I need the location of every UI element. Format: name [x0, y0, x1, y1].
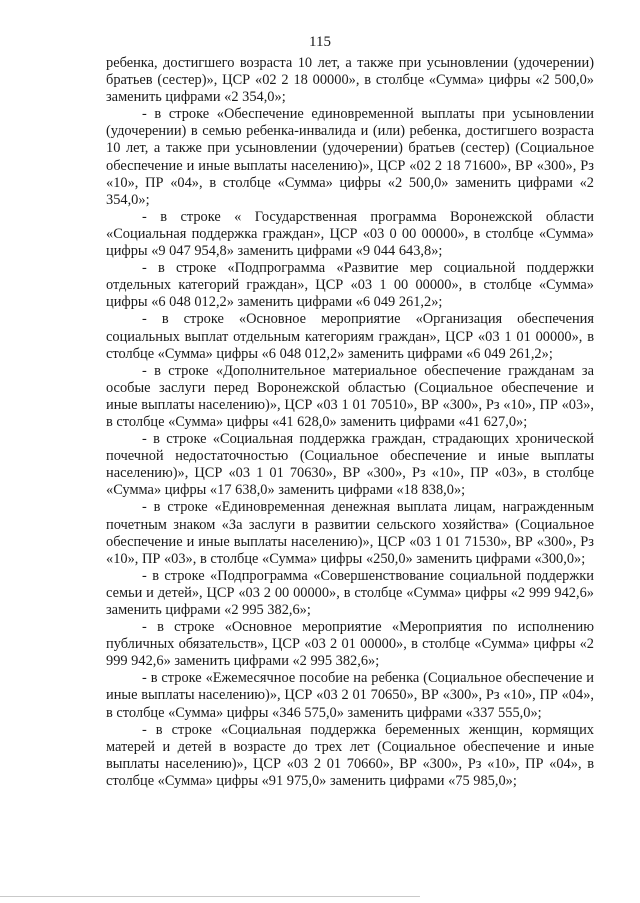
- paragraph: - в строке «Основное мероприятие «Организация обеспечения социальных выплат отдельным категориям граждан», ЦСР «03 1 01 00000», в столбце «Сумма» цифры «6 048 012,2» заменить цифрами «6 049 261,2»;: [106, 311, 594, 362]
- paragraph: - в строке «Дополнительное материальное обеспечение гражданам за особые заслуги перед Воронежской областью (Социальное обеспечение и иные выплаты населению)», ЦСР «03 1 01 70510», ВР «300», Рз «10», ПР «03», в столбце «Сумма» цифры «41 628,0» заменить цифрами «41 627,0»;: [106, 362, 594, 430]
- paragraph: ребенка, достигшего возраста 10 лет, а также при усыновлении (удочерении) братьев (сестер)», ЦСР «02 2 18 00000», в столбце «Сумма» цифры «2 500,0» заменить цифрами «2 354,0»;: [106, 55, 594, 106]
- paragraph: - в строке «Основное мероприятие «Мероприятия по исполнению публичных обязательств», ЦСР «03 2 01 00000», в столбце «Сумма» цифры «2 999 942,6» заменить цифрами «2 995 382,6»;: [106, 619, 594, 670]
- page-bottom-rule: [0, 896, 420, 897]
- paragraph: - в строке «Социальная поддержка граждан, страдающих хронической почечной недостаточностью (Социальное обеспечение и иные выплаты населению)», ЦСР «03 1 01 70630», ВР «300», Рз «10», ПР «03», в столбце «Сумма» цифры «17 638,0» заменить цифрами «18 838,0»;: [106, 431, 594, 499]
- document-body: [106, 55, 594, 790]
- page-number: 115: [309, 34, 331, 50]
- paragraph: - в строке «Социальная поддержка беременных женщин, кормящих матерей и детей в возрасте до трех лет (Социальное обеспечение и иные выплаты населению)», ЦСР «03 2 01 70660», ВР «300», Рз «10», ПР «04», в столбце «Сумма» цифры «91 975,0» заменить цифрами «75 985,0»;: [106, 721, 594, 789]
- paragraph: - в строке «Единовременная денежная выплата лицам, награжденным почетным знаком «За заслуги в развитии сельского хозяйства» (Социальное обеспечение и иные выплаты населению)», ЦСР «03 1 01 71530», ВР «300», Рз «10», ПР «03», в столбце «Сумма» цифры «250,0» заменить цифрами «300,0»;: [106, 499, 594, 567]
- paragraph: - в строке «Подпрограмма «Развитие мер социальной поддержки отдельных категорий граждан», ЦСР «03 1 00 00000», в столбце «Сумма» цифры «6 048 012,2» заменить цифрами «6 049 261,2»;: [106, 260, 594, 311]
- paragraph: - в строке « Государственная программа Воронежской области «Социальная поддержка граждан», ЦСР «03 0 00 00000», в столбце «Сумма» цифры «9 047 954,8» заменить цифрами «9 044 643,8»;: [106, 208, 594, 260]
- paragraph: - в строке «Подпрограмма «Совершенствование социальной поддержки семьи и детей», ЦСР «03 2 00 00000», в столбце «Сумма» цифры «2 999 942,6» заменить цифрами «2 995 382,6»;: [106, 567, 594, 618]
- paragraph: - в строке «Ежемесячное пособие на ребенка (Социальное обеспечение и иные выплаты населению)», ЦСР «03 2 01 70650», ВР «300», Рз «10», ПР «04», в столбце «Сумма» цифры «346 575,0» заменить цифрами «337 555,0»;: [106, 670, 594, 721]
- paragraph: - в строке «Обеспечение единовременной выплаты при усыновлении (удочерении) в семью ребенка-инвалида и (или) ребенка, достигшего возраста 10 лет, а также при усыновлении (удочерении) братьев (сестер) (Социальное обеспечение и иные выплаты населению)», ЦСР «02 2 18 71600», ВР «300», Рз «10», ПР «04», в столбце «Сумма» цифры «2 500,0» заменить цифрами «2 354,0»;: [106, 106, 594, 208]
